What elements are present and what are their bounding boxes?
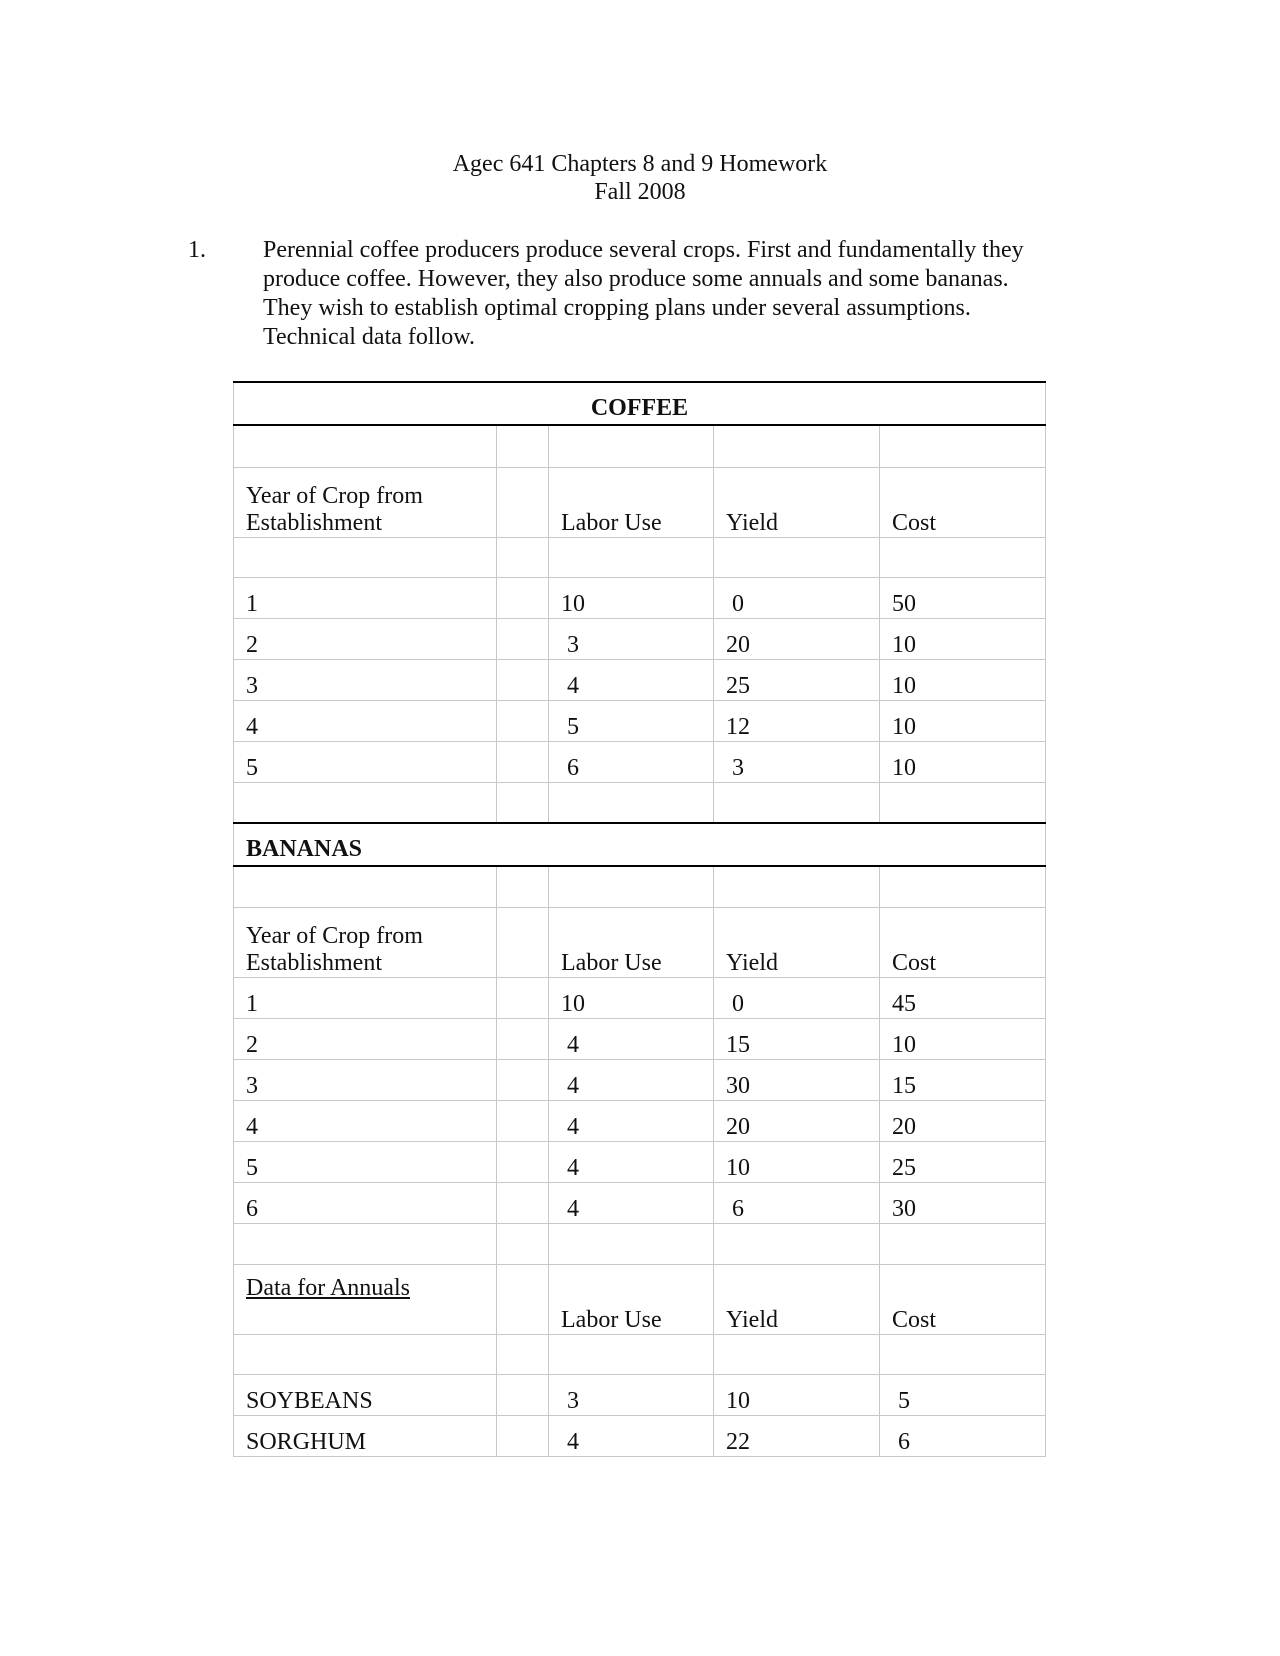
annuals-yield-header: Yield [714, 1264, 880, 1334]
annuals-header-row [234, 1264, 1046, 1334]
bananas-year-header: Year of Crop from Establishment [234, 907, 497, 977]
question-line: Perennial coffee producers produce several crops. First and fundamentally they [263, 237, 1024, 263]
spacer-row [234, 537, 1046, 577]
spacer-row [234, 1223, 1046, 1264]
question-line: Technical data follow. [263, 324, 476, 350]
coffee-yield-header: Yield [714, 467, 880, 537]
table-row: 6 4 6 30 [234, 1182, 1046, 1223]
coffee-header-row [234, 467, 1046, 537]
question-line: They wish to establish optimal cropping plans under several assumptions. [263, 295, 971, 321]
table-row: 3 4 30 15 [234, 1059, 1046, 1100]
table-row: 2 4 15 10 [234, 1018, 1046, 1059]
table-row: 5 6 3 10 [234, 741, 1046, 782]
bananas-title-row [234, 823, 1046, 866]
table-row: 4 4 20 20 [234, 1100, 1046, 1141]
table-row: 1 10 0 45 [234, 977, 1046, 1018]
bananas-title: BANANAS [234, 823, 1046, 866]
question-line: produce coffee. However, they also produce some annuals and some bananas. [263, 266, 1009, 292]
annuals-labor-header: Labor Use [549, 1264, 714, 1334]
bananas-labor-header: Labor Use [549, 907, 714, 977]
bananas-yield-header: Yield [714, 907, 880, 977]
spacer-row [234, 1334, 1046, 1374]
coffee-year-header: Year of Crop from Establishment [234, 467, 497, 537]
table-row: 3 4 25 10 [234, 659, 1046, 700]
bananas-cost-header: Cost [880, 907, 1046, 977]
technical-data-table [233, 381, 1046, 1457]
annuals-cost-header: Cost [880, 1264, 1046, 1334]
question-number: 1. [188, 237, 206, 263]
table-row: SORGHUM 4 22 6 [234, 1415, 1046, 1456]
bananas-header-row [234, 907, 1046, 977]
table-row: 1 10 0 50 [234, 577, 1046, 618]
coffee-cost-header: Cost [880, 467, 1046, 537]
spacer-row [234, 425, 1046, 467]
coffee-title: COFFEE [234, 382, 1046, 425]
table-row: 2 3 20 10 [234, 618, 1046, 659]
coffee-labor-header: Labor Use [549, 467, 714, 537]
question-text [263, 236, 1083, 352]
table-row: 4 5 12 10 [234, 700, 1046, 741]
annuals-title: Data for Annuals [246, 1274, 410, 1301]
table-row: SOYBEANS 3 10 5 [234, 1374, 1046, 1415]
coffee-title-row [234, 382, 1046, 425]
table-row: 5 4 10 25 [234, 1141, 1046, 1182]
document-title: Agec 641 Chapters 8 and 9 Homework [452, 151, 828, 177]
document-subtitle: Fall 2008 [594, 179, 686, 205]
spacer-row [234, 866, 1046, 907]
spacer-row [234, 782, 1046, 823]
